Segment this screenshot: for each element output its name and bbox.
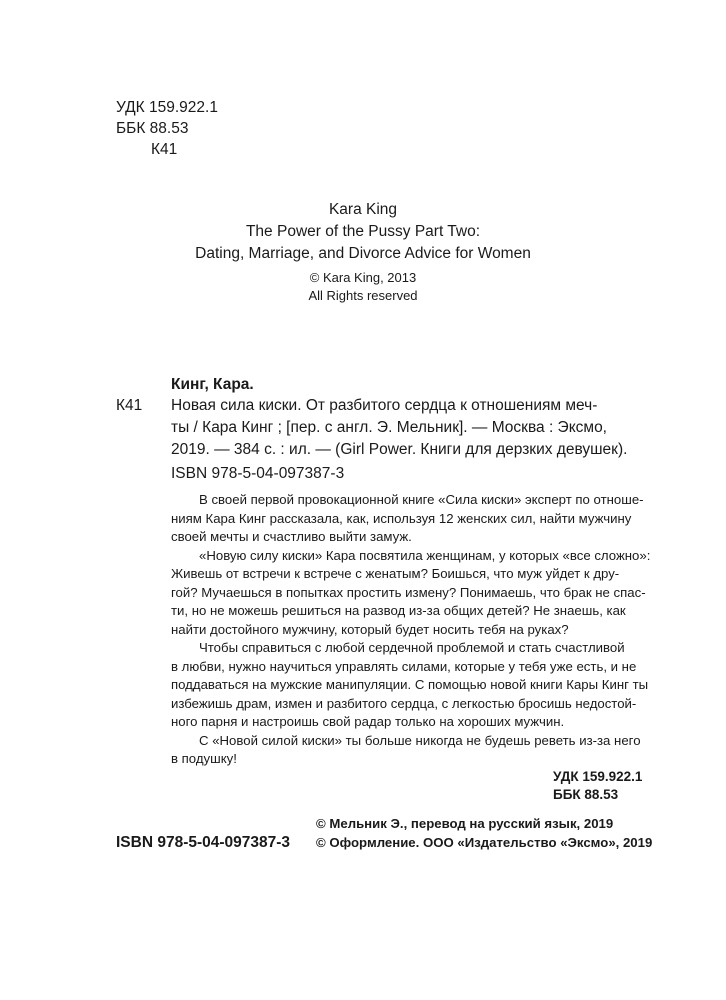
annotation-line: Чтобы справиться с любой сердечной проблемой и стать счастливой: [199, 640, 625, 655]
footer-isbn: ISBN 978-5-04-097387-3: [116, 834, 291, 851]
catalog-heading: Кинг, Кара.: [171, 376, 254, 393]
copyright-translation: © Мельник Э., перевод на русский язык, 2019: [316, 816, 614, 831]
bottom-bbk-code: ББК 88.53: [553, 787, 619, 802]
bbk-code: ББК 88.53: [116, 120, 189, 137]
annotation-line: В своей первой провокационной книге «Сила киски» эксперт по отноше-: [199, 492, 644, 507]
annotation-line: ного парня и настроишь свой радар только на хороших мужчин.: [171, 714, 565, 729]
original-title-line-1: The Power of the Pussy Part Two:: [245, 223, 481, 240]
annotation: [171, 491, 650, 769]
annotation-line: гой? Мучаешься в попытках простить измену? Понимаешь, что брак не спас-: [171, 584, 646, 600]
annotation-line: ти, но не можешь решиться на развод из-за общих детей? Не знаешь, как: [171, 603, 626, 618]
annotation-line: ниям Кара Кинг рассказала, как, используя 12 женских сил, найти мужчину: [171, 510, 632, 526]
catalog-isbn: ISBN 978-5-04-097387-3: [171, 465, 345, 482]
annotation-line: в любви, нужно научиться управлять силами, которые у тебя уже есть, и не: [171, 658, 637, 674]
original-rights: All Rights reserved: [308, 288, 418, 303]
catalog-line: Новая сила киски. От разбитого сердца к отношениям меч-: [171, 397, 598, 414]
annotation-line: в подушку!: [171, 751, 237, 766]
catalog-line: 2019. — 384 с. : ил. — (Girl Power. Книги для дерзких девушек).: [171, 441, 628, 458]
author-mark: К41: [151, 141, 178, 158]
original-title-line-2: Dating, Marriage, and Divorce Advice for Women: [195, 245, 531, 262]
annotation-line: Живешь от встречи к встрече с женатым? Боишься, что муж уйдет к дру-: [171, 566, 620, 581]
annotation-line: «Новую силу киски» Кара посвятила женщинам, у которых «все сложно»:: [199, 547, 651, 563]
annotation-line: найти достойного мужчину, который будет носить тебя на руках?: [171, 621, 569, 637]
copyright-design: © Оформление. ООО «Издательство «Эксмо», 2019: [316, 835, 653, 850]
annotation-line: поддаваться на мужские манипуляции. С помощью новой книги Кары Кинг ты: [171, 677, 649, 692]
original-copyright: © Kara King, 2013: [309, 270, 417, 285]
annotation-line: избежишь драм, измен и разбитого сердца, с легкостью бросишь недостой-: [171, 695, 637, 711]
catalog-mark: К41: [116, 397, 143, 414]
catalog-line: ты / Кара Кинг ; [пер. с англ. Э. Мельник]. — Москва : Эксмо,: [171, 419, 607, 436]
annotation-line: С «Новой силой киски» ты больше никогда не будешь реветь из-за него: [199, 732, 641, 748]
udk-code: УДК 159.922.1: [116, 99, 218, 116]
original-author: Kara King: [328, 201, 398, 218]
annotation-line: своей мечты и счастливо выйти замуж.: [171, 529, 412, 544]
bottom-udk-code: УДК 159.922.1: [553, 769, 643, 784]
